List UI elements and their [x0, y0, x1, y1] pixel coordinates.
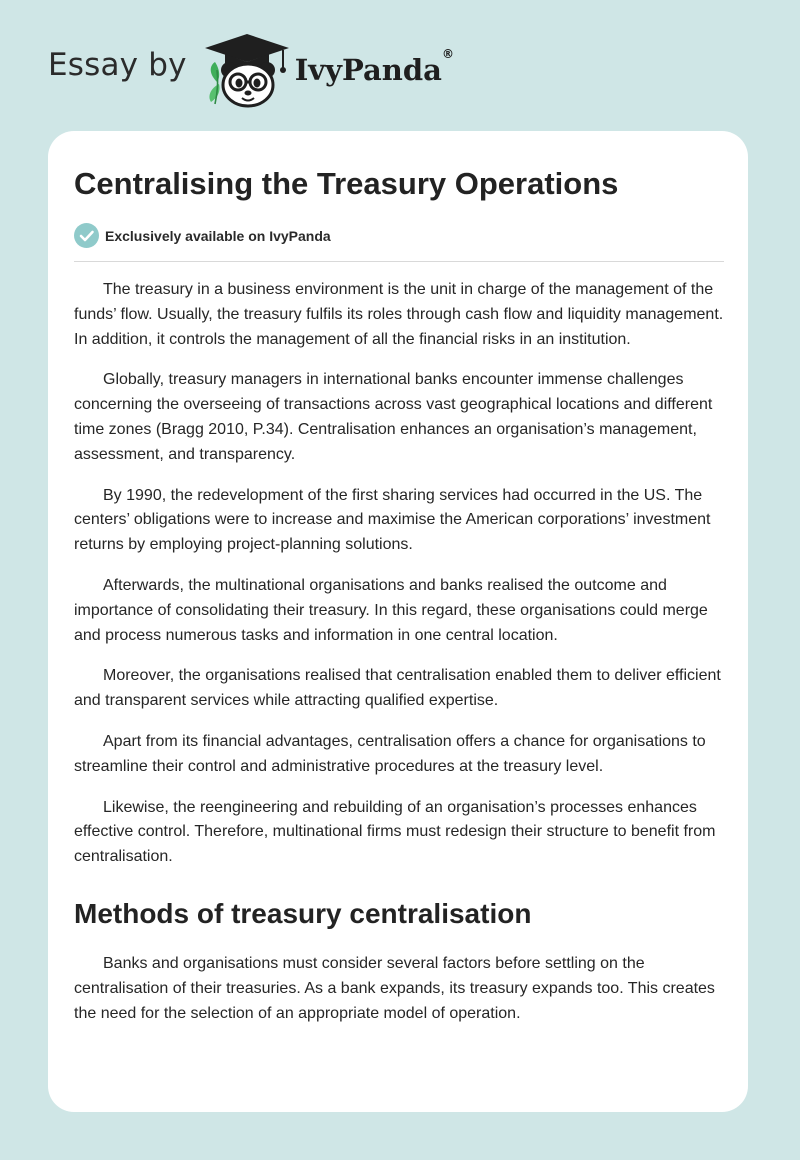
paragraph: Apart from its financial advantages, centralisation offers a chance for organisations to streamline their control and administrative procedures at the treasury level. — [74, 732, 706, 775]
paragraph: Likewise, the reengineering and rebuilding of an organisation’s processes enhances effective control. Therefore, multinational firms must redesign their structure to benefit from centralisation. — [74, 798, 716, 866]
ivypanda-logo-icon[interactable] — [201, 30, 293, 110]
title-divider — [74, 261, 724, 262]
paragraph: The treasury in a business environment is the unit in charge of the management of the funds’ flow. Usually, the treasury fulfils its roles through cash flow and liquidity management. In addition, it controls the management of all the financial risks in an institution. — [74, 281, 724, 348]
paragraph: Afterwards, the multinational organisations and banks realised the outcome and importance of consolidating their treasury. In this regard, these organisations could merge and process numerous tasks and information in one central location. — [74, 576, 708, 644]
paragraph: Globally, treasury managers in international banks encounter immense challenges concerning the overseeing of transactions across vast geographical locations and different time zones (Bragg 2010, P.34). Centralisation enhances an organisation’s management, assessment, and transparency. — [74, 371, 713, 463]
checkmark-badge-icon — [74, 223, 99, 248]
essay-by-label: Essay by — [48, 47, 187, 83]
page-title: Centralising the Treasury Operations — [74, 166, 619, 201]
paragraph: By 1990, the redevelopment of the first sharing services had occurred in the US. The centers’ obligations were to increase and maximise the American corporations’ investment returns by employing project-planning solutions. — [74, 486, 711, 554]
exclusive-badge — [74, 223, 331, 248]
essay-card — [48, 131, 748, 1112]
section-heading: Methods of treasury centralisation — [74, 897, 532, 929]
essay-body — [74, 278, 734, 1042]
exclusive-badge-label: Exclusively available on IvyPanda — [105, 227, 331, 244]
site-header — [48, 30, 454, 110]
brand-name[interactable]: IvyPanda® — [294, 47, 454, 87]
paragraph: Moreover, the organisations realised that centralisation enabled them to deliver efficient and transparent services while attracting qualified expertise. — [74, 667, 721, 710]
registered-mark: ® — [441, 47, 454, 61]
paragraph: Banks and organisations must consider several factors before settling on the centralisation of their treasuries. As a bank expands, its treasury expands too. This creates the need for the selection of an appropriate model of operation. — [74, 954, 715, 1022]
